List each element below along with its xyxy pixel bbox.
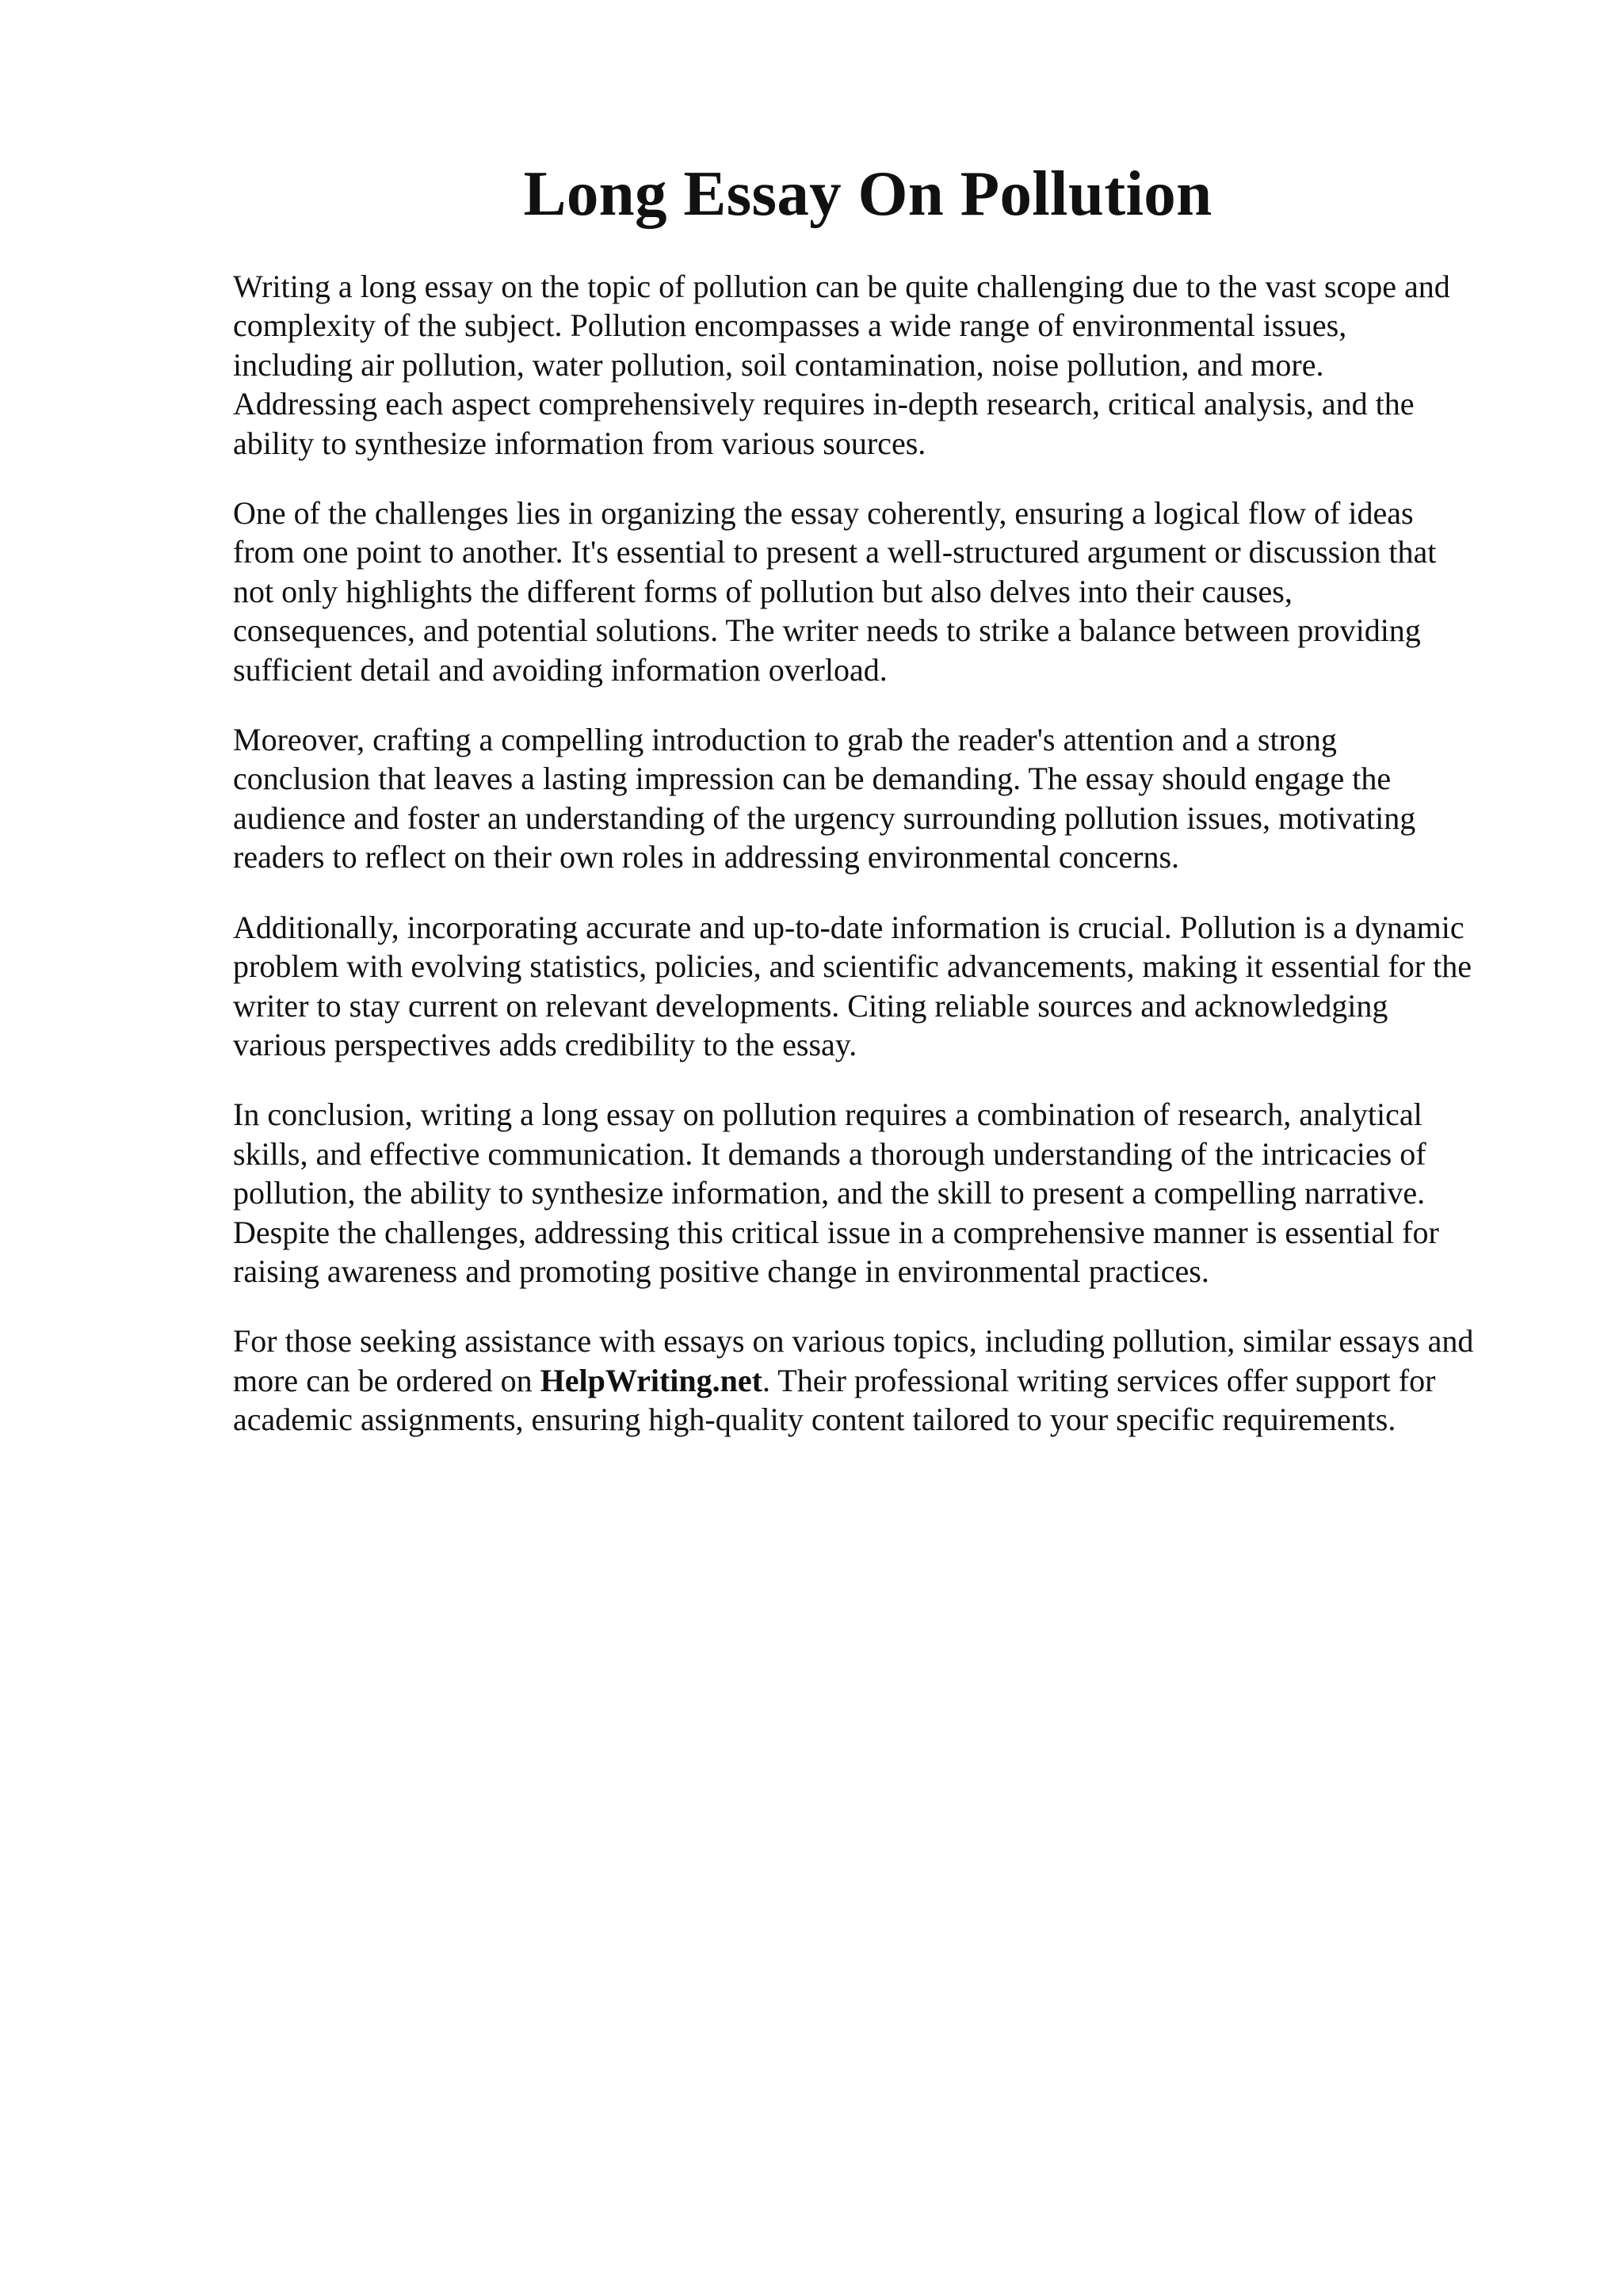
text-line: audience and foster an understanding of the urgency surrounding pollution issues, motivating <box>233 799 1416 836</box>
text-line: complexity of the subject. Pollution encompasses a wide range of environmental issues, <box>233 307 1347 344</box>
text-line: ability to synthesize information from various sources. <box>233 425 926 461</box>
paragraph-5 <box>233 1095 1533 1291</box>
text-line <box>233 1361 1533 1400</box>
text-line: not only highlights the different forms of pollution but also delves into their causes, <box>233 573 1293 609</box>
text-line: pollution, the ability to synthesize information, and the skill to present a compelling narrative. <box>233 1175 1426 1211</box>
paragraph-closing <box>233 1322 1533 1439</box>
text-line: Moreover, crafting a compelling introduction to grab the reader's attention and a strong <box>233 722 1337 758</box>
text-line: For those seeking assistance with essays on various topics, including pollution, similar essays and <box>233 1323 1474 1360</box>
text-line: consequences, and potential solutions. The writer needs to strike a balance between providing <box>233 612 1421 649</box>
text-fragment: more can be ordered on <box>233 1362 540 1398</box>
text-line: skills, and effective communication. It demands a thorough understanding of the intricacies of <box>233 1135 1426 1172</box>
text-line: raising awareness and promoting positive change in environmental practices. <box>233 1253 1209 1289</box>
text-line: problem with evolving statistics, policies, and scientific advancements, making it essential for the <box>233 948 1472 985</box>
page-title: Long Essay On Pollution <box>523 158 1212 229</box>
text-line: Addressing each aspect comprehensively requires in-depth research, critical analysis, and the <box>233 386 1415 422</box>
text-line: Despite the challenges, addressing this critical issue in a comprehensive manner is essential for <box>233 1214 1439 1250</box>
text-line: various perspectives adds credibility to the essay. <box>233 1026 857 1062</box>
essay-body <box>233 267 1533 1470</box>
text-line: including air pollution, water pollution, soil contamination, noise pollution, and more. <box>233 346 1324 383</box>
text-line: academic assignments, ensuring high-quality content tailored to your specific requirements. <box>233 1402 1396 1438</box>
text-line: sufficient detail and avoiding information overload. <box>233 651 888 688</box>
paragraph-4 <box>233 908 1533 1065</box>
text-line: readers to reflect on their own roles in addressing environmental concerns. <box>233 839 1180 875</box>
paragraph-3 <box>233 720 1533 877</box>
text-line: One of the challenges lies in organizing the essay coherently, ensuring a logical flow of ideas <box>233 495 1414 532</box>
paragraph-2 <box>233 494 1533 689</box>
brand-name: HelpWriting.net <box>540 1362 762 1398</box>
text-line: In conclusion, writing a long essay on pollution requires a combination of research, analytical <box>233 1097 1423 1133</box>
text-line: Writing a long essay on the topic of pollution can be quite challenging due to the vast scope and <box>233 269 1450 304</box>
text-line: conclusion that leaves a lasting impression can be demanding. The essay should engage the <box>233 761 1392 797</box>
text-fragment: . Their professional writing services offer support for <box>762 1362 1436 1398</box>
text-line: Additionally, incorporating accurate and up-to-date information is crucial. Pollution is a dynamic <box>233 909 1465 945</box>
paragraph-1 <box>233 267 1533 463</box>
text-line: from one point to another. It's essential to present a well-structured argument or discussion that <box>233 534 1437 570</box>
text-line: writer to stay current on relevant developments. Citing reliable sources and acknowledging <box>233 987 1388 1024</box>
